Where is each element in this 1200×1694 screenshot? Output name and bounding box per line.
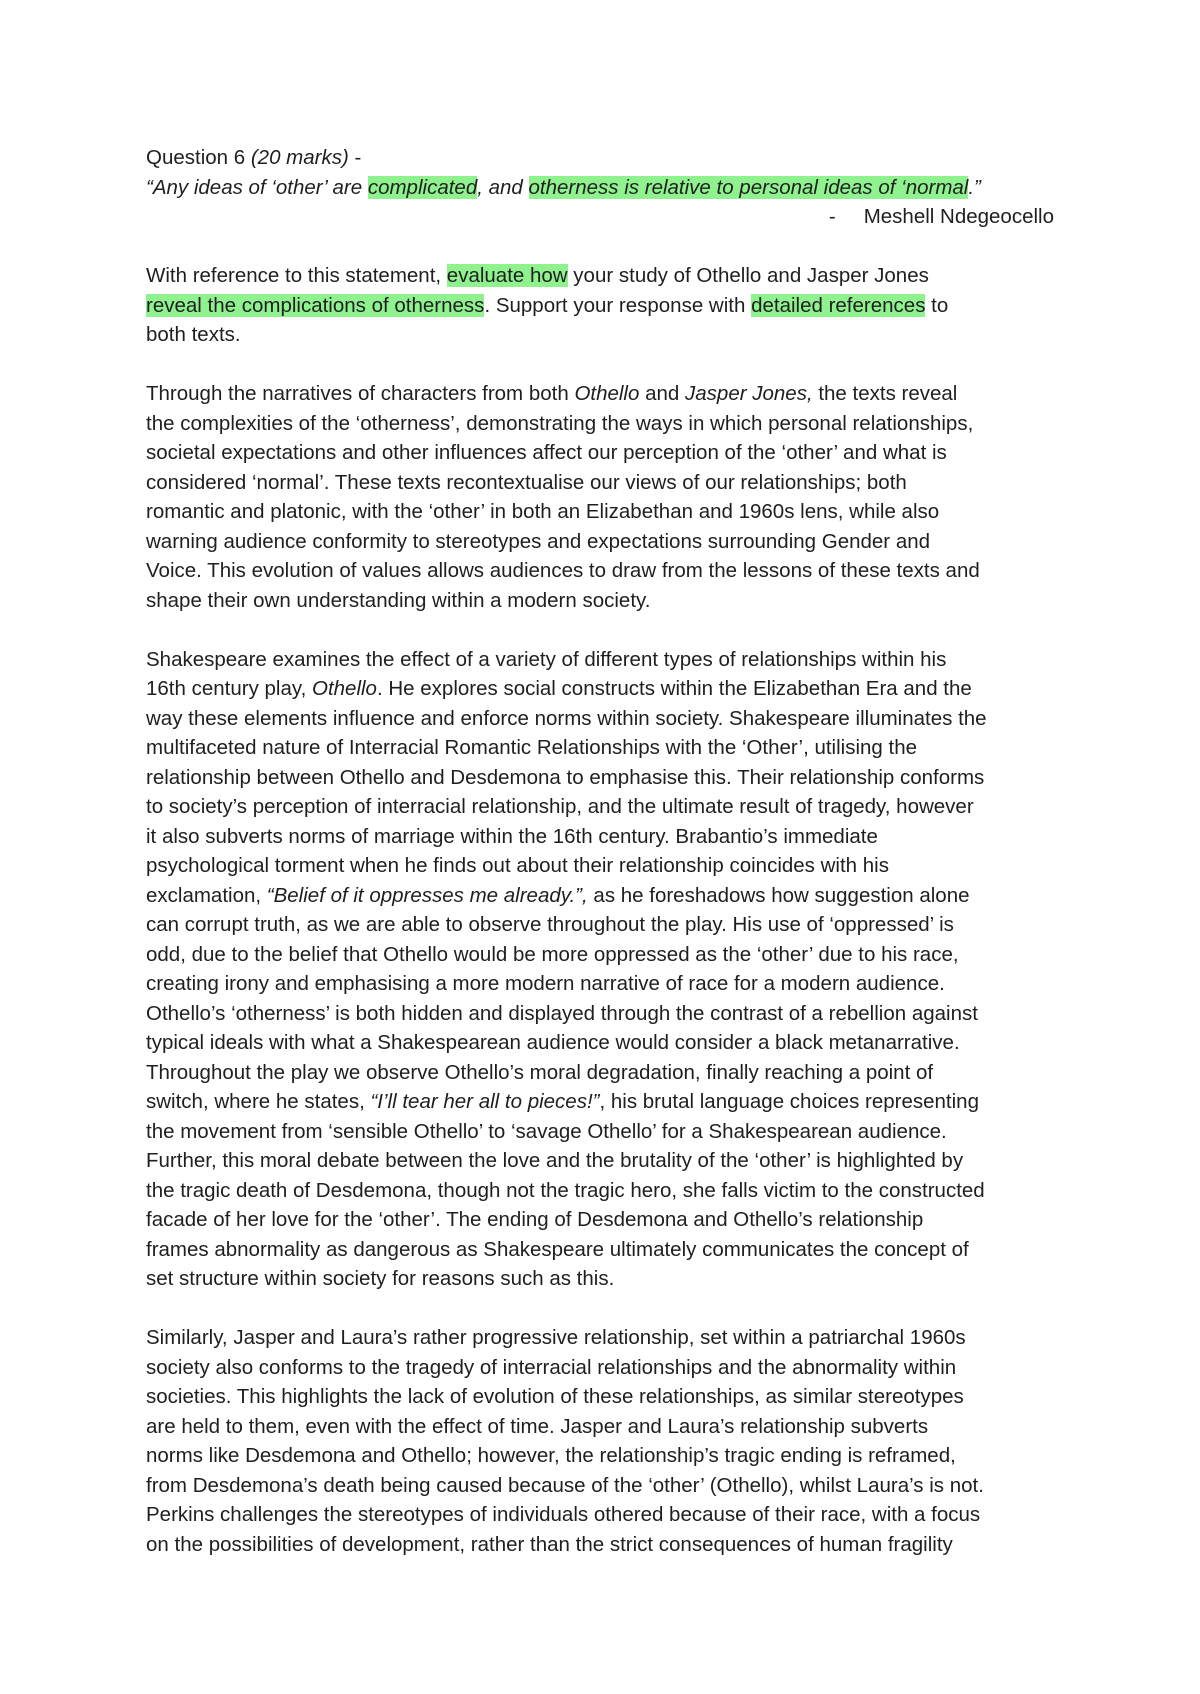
paragraph-line: considered ‘normal’. These texts recontextualise our views of our relationships; both [146,470,907,494]
text-run: , his brutal language choices representing [599,1090,979,1113]
paragraph-line: Perkins challenges the stereotypes of individuals othered because of their race, with a focus [146,1503,981,1526]
intro-paragraph [146,379,1066,615]
paragraph-line: can corrupt truth, as we are able to observe throughout the play. His use of ‘oppressed’ is [146,913,954,936]
text-run: Through the narratives of characters from both [146,382,575,405]
prompt-text: . Support your response with [484,293,752,317]
text-run: as he foreshadows how suggestion alone [587,883,970,907]
quote-line [146,173,1066,203]
inline-quote: “I’ll tear her all to pieces!” [370,1090,600,1113]
paragraph-line: relationship between Othello and Desdemona to emphasise this. Their relationship conforms [146,765,985,789]
paragraph-line: it also subverts norms of marriage within the 16th century. Brabantio’s immediate [146,824,878,848]
paragraph-line: warning audience conformity to stereotypes and expectations surrounding Gender and [146,529,931,553]
prompt-text: your study of Othello and Jasper Jones [567,264,929,287]
text-run: the texts reveal [812,382,958,405]
spacer [146,232,1066,262]
paragraph-line: Othello’s ‘otherness’ is both hidden and displayed through the contrast of a rebellion against [146,1001,978,1025]
paragraph-line: society also conforms to the tragedy of interracial relationships and the abnormality within [146,1355,957,1379]
paragraph-line: the tragic death of Desdemona, though not the tragic hero, she falls victim to the constructed [146,1178,985,1202]
text-run: switch, where he states, [146,1090,371,1113]
question-suffix: - [348,146,362,169]
text-run: . He explores social constructs within the Elizabethan Era and the [376,677,972,700]
prompt-text: With reference to this statement, [146,264,447,287]
quote-part-3: .” [968,175,981,199]
question-prompt [146,261,1066,350]
spacer [146,615,1066,645]
quote-attribution [146,202,1066,232]
question-label: Question 6 [146,146,251,169]
title-jasper-jones: Jasper Jones, [685,382,813,405]
quote-highlight-1: complicated [367,175,478,199]
paragraph-line: Further, this moral debate between the love and the brutality of the ‘other’ is highlighted by [146,1149,964,1172]
paragraph-line: Shakespeare examines the effect of a variety of different types of relationships within his [146,647,947,671]
paragraph-line: psychological torment when he finds out about their relationship coincides with his [146,854,889,877]
paragraph-line [146,1087,1066,1117]
text-run: exclamation, [146,883,267,907]
paragraph-line: Throughout the play we observe Othello’s moral degradation, finally reaching a point of [146,1060,934,1084]
paragraph-line: Similarly, Jasper and Laura’s rather progressive relationship, set within a patriarchal 1960s [146,1326,966,1349]
paragraph-line: the movement from ‘sensible Othello’ to ‘savage Othello’ for a Shakespearean audience. [146,1119,947,1143]
prompt-line [146,261,1066,291]
prompt-highlight: evaluate how [446,264,568,287]
quote-part-1: “Any ideas of ‘other’ are [146,175,368,199]
inline-quote: “Belief of it oppresses me already.”, [266,883,588,907]
paragraph-line: odd, due to the belief that Othello would be more oppressed as the ‘other’ due to his race, [146,942,959,966]
question-heading [146,143,1066,173]
paragraph-line [146,881,1066,911]
paragraph-line: from Desdemona’s death being caused because of the ‘other’ (Othello), whilst Laura’s is not. [146,1473,984,1497]
paragraph-line: the complexities of the ‘otherness’, demonstrating the ways in which personal relationships, [146,411,974,435]
paragraph-line: societal expectations and other influences affect our perception of the ‘other’ and what is [146,441,947,464]
prompt-text: to [925,293,949,317]
paragraph-line: typical ideals with what a Shakespearean audience would consider a black metanarrative. [146,1031,960,1054]
spacer [146,350,1066,380]
prompt-highlight: reveal the complications of otherness [146,293,485,317]
body-paragraph-othello [146,645,1066,1294]
paragraph-line: way these elements influence and enforce norms within society. Shakespeare illuminates the [146,706,987,730]
paragraph-line: societies. This highlights the lack of evolution of these relationships, as similar stereotypes [146,1385,964,1408]
document-body [146,143,1066,1559]
paragraph-line: facade of her love for the ‘other’. The ending of Desdemona and Othello’s relationship [146,1208,924,1231]
paragraph-line: Voice. This evolution of values allows audiences to draw from the lessons of these texts and [146,559,980,582]
quote-part-2: , and [477,175,529,199]
paragraph-line: creating irony and emphasising a more modern narrative of race for a modern audience. [146,972,945,995]
body-paragraph-jasper [146,1323,1066,1559]
paragraph-line [146,379,1066,409]
attribution-author: Meshell Ndegeocello [863,205,1054,228]
paragraph-line: on the possibilities of development, rather than the strict consequences of human fragility [146,1532,953,1556]
paragraph-line: shape their own understanding within a modern society. [146,588,651,612]
paragraph-line: to society’s perception of interracial relationship, and the ultimate result of tragedy, however [146,795,974,818]
paragraph-line [146,674,1066,704]
text-run: 16th century play, [146,677,312,700]
attribution-dash: - [828,205,836,228]
title-othello: Othello [312,677,377,700]
paragraph-line: are held to them, even with the effect of time. Jasper and Laura’s relationship subverts [146,1414,929,1438]
spacer [146,1294,1066,1324]
paragraph-line: set structure within society for reasons such as this. [146,1267,615,1290]
paragraph-line: norms like Desdemona and Othello; however, the relationship’s tragic ending is reframed, [146,1444,956,1467]
text-run: and [639,382,686,405]
prompt-highlight: detailed references [751,293,926,317]
prompt-line [146,291,1066,321]
question-marks: (20 marks) [250,146,349,169]
title-othello: Othello [574,382,640,405]
prompt-line: both texts. [146,323,241,346]
paragraph-line: romantic and platonic, with the ‘other’ in both an Elizabethan and 1960s lens, while also [146,500,940,523]
paragraph-line: frames abnormality as dangerous as Shakespeare ultimately communicates the concept of [146,1237,969,1261]
quote-highlight-2: otherness is relative to personal ideas of ‘normal [528,175,969,199]
paragraph-line: multifaceted nature of Interracial Romantic Relationships with the ‘Other’, utilising the [146,736,918,759]
